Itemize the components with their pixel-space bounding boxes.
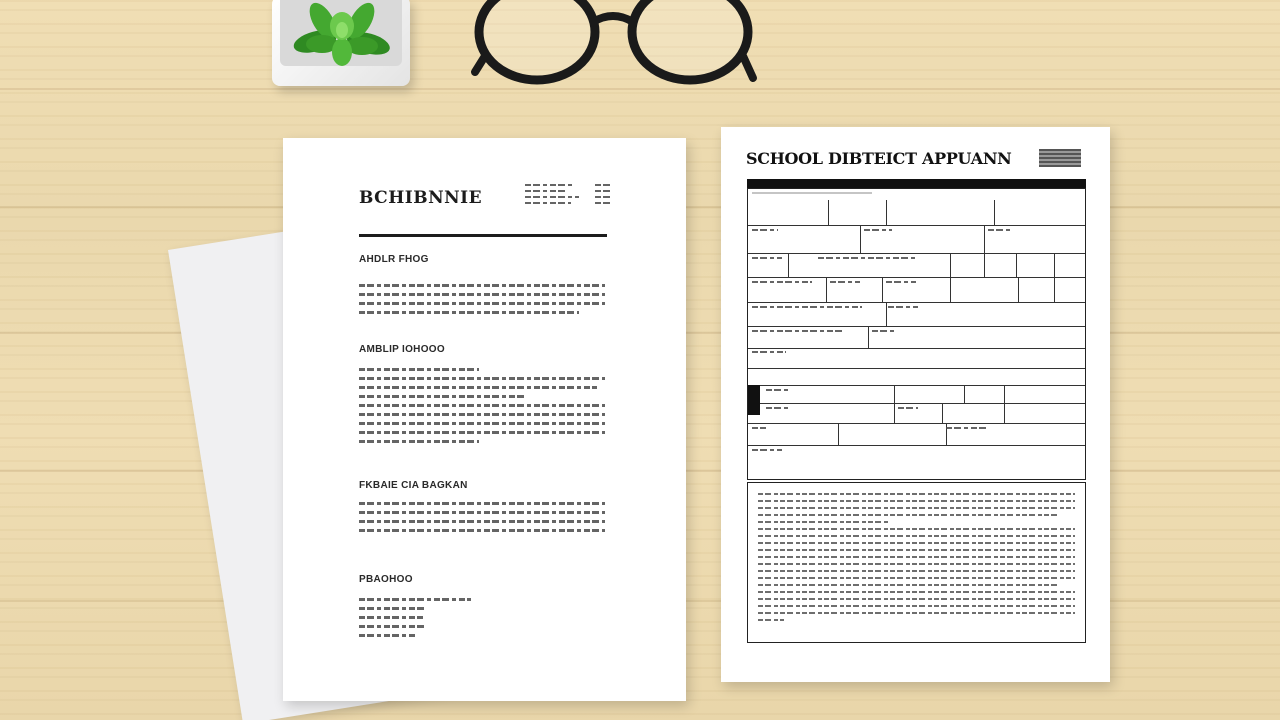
succulent-plant-icon: [272, 0, 410, 86]
section-body: [359, 598, 605, 643]
form-title: SCHOOL DIBTEICT APPUANN: [746, 149, 1012, 168]
header-divider: [359, 234, 607, 237]
form-header-bar: [747, 179, 1086, 188]
application-form: [721, 127, 1110, 682]
section-title: AHDLR FHOG: [359, 254, 429, 265]
form-field-grid: [747, 188, 1086, 480]
section-body: [359, 284, 605, 320]
resume-name: BCHIBNNIE: [359, 188, 483, 208]
section-title: AMBLIP IOHOOO: [359, 344, 445, 355]
plant-pot: [272, 0, 410, 86]
contact-info: [525, 184, 611, 208]
section-body: [359, 368, 605, 449]
section-title: PBAOHOO: [359, 574, 413, 585]
black-marker: [748, 385, 760, 415]
terms-text-box: [747, 482, 1086, 643]
eyeglasses-icon: [455, 0, 775, 95]
section-title: FKBAIE CIA BAGKAN: [359, 480, 468, 491]
section-body: [359, 502, 605, 538]
logo-icon: [1039, 149, 1081, 167]
resume-document: [283, 138, 686, 701]
